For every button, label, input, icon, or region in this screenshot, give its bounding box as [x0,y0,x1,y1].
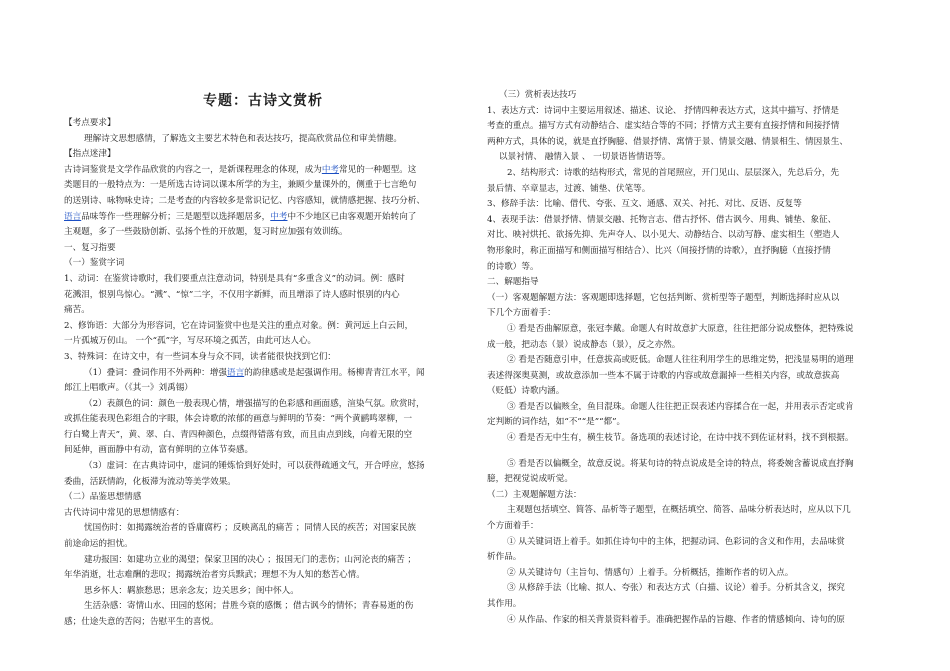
text-line [64,553,462,569]
text-run: 古代诗词中常见的思想情感有： [64,507,185,518]
text-line [487,457,887,473]
text-run: 析作品。 [487,552,522,563]
text-run: 中不少地区已由客观题开始转向了 [287,211,417,222]
text-run: ③ 看是否以偏赅全，鱼目混珠。命题人往往把正误表述内容揉合在一起，并用表示否定或肯 [507,401,854,412]
text-line [487,119,887,135]
text-line [487,228,887,244]
text-line [487,597,887,613]
text-run: 前途命运的担忧。 [64,539,133,550]
text-run: （贬低）诗歌内涵。 [487,386,565,397]
text-line [64,599,462,615]
text-run: （三）赏析表达技巧 [499,90,577,100]
text-run: 考查的重点。描写方式有动静结合、虚实结合等的不同；抒情方式主要有直接抒情和间接抒情 [487,121,840,132]
text-run: 花溅泪，恨别鸟惊心。“溅”、“惊”二字，不仅用字新鲜，而且增添了诗人感时恨别的内心 [64,289,400,300]
text-line [64,163,462,179]
text-run: 类题目的一般特点为：一是所选古诗词以课本所学的为主，兼顾少量课外的，侧重于七言绝句 [64,180,417,191]
text-run: 一、复习指要 [64,242,116,253]
text-line [487,88,887,104]
paragraph-gap [487,447,887,457]
text-line [64,459,462,475]
text-line [64,334,462,350]
text-run: 忧国伤时：如揭露统治者的昏庸腐朽 ；反映离乱的痛苦 ；同情人民的疾苦；对国家民族 [84,523,417,534]
text-run: 个方面着手： [487,521,539,532]
text-run: 痛苦。 [64,305,90,316]
text-line [64,412,462,428]
text-line [487,150,887,166]
text-line [487,291,887,307]
page-title: 专题：古诗文赏析 [203,93,323,109]
text-line [64,178,462,194]
text-run: （二）品鉴思想情感 [64,492,142,503]
text-run: （3）虚词：在古典诗词中，虚词的锤炼恰到好处时，可以获得疏通文气，开合呼应，悠扬 [84,461,425,472]
text-line [64,428,462,444]
text-run: 【考点要求】 [64,118,116,128]
text-run: （一）客观题解题方法：客观题即选择题，它包括判断、赏析型等子题型，判断选择时应从以 [487,292,840,303]
text-line [64,256,462,272]
text-line [64,366,462,382]
text-run: 的送别诗、咏物咏史诗；二是考查的内容较多是常识记忆、内容感知，就情感把握、技巧分析、 [64,195,425,206]
text-run: 以景衬情、 融情入景 、 一切景语皆情语等。 [499,152,671,163]
text-line [64,397,462,413]
text-line [487,260,887,276]
text-line [487,519,887,535]
text-run: （2）表颜色的词：颜色一般表现心情，增强描写的色彩感和画面感，渲染气氛。欣赏时， [84,398,425,409]
text-run: 建功报国：如建功立业的渴望；保家卫国的决心 ；报国无门的悲伤；山河沦丧的痛苦 ； [84,554,417,565]
text-run: 的韵律感或是起强调作用。杨柳青青江水平，闻 [244,367,425,378]
text-line [64,506,462,522]
text-run: 理解诗文思想感情，了解选文主要艺术特色和表达技巧，提高欣赏品位和审美情趣。 [84,133,402,144]
text-line [487,213,887,229]
text-line [487,472,887,488]
text-line [487,338,887,354]
text-run: 景后情、卒章显志，过渡、铺垫、伏笔等。 [487,183,651,194]
text-run: ② 从关键诗句（主旨句、情感句）上着手。分析概括，推断作者的切入点。 [507,567,794,578]
text-line [64,132,462,148]
text-line [487,550,887,566]
text-line [64,116,462,132]
text-run: 对比、映衬烘托、欲扬先抑、先声夺人、以小见大、动静结合、以动写静、虚实相生（塑造人 [487,230,840,241]
left-lines [64,116,462,631]
text-line [487,384,887,400]
text-run: ① 从关键词语上着手。如抓住诗句中的主体，把握动词、色彩词的含义和作用，去品味赏 [507,536,845,547]
text-line [487,566,887,582]
text-line [487,182,887,198]
text-run: 一片孤城万仞山。 一个“孤”字，写尽环境之孤苦，由此可达人心。 [64,336,317,347]
text-run: 下几个方面着手： [487,308,556,319]
text-run: 【指点迷津】 [64,149,116,160]
text-line [487,431,887,447]
text-run: 常见的一种题型。这 [339,164,417,175]
text-run: 感；仕途失意的苦闷；告慰平生的喜悦。 [64,617,219,627]
text-run: 1、表达方式：诗词中主要运用叙述、描述、议论、 抒情四种表达方式，这其中描写、抒情是 [487,105,839,116]
text-run: 或抓住能表现色彩组合的字眼，体会诗歌的浓郁的画意与鲜明的节奏：“两个黄鹂鸣翠柳，一 [64,414,413,425]
text-run: 的诗歌）等。 [487,261,539,272]
text-line [64,225,462,241]
text-run: 臆，把视觉说成听觉。 [487,474,573,485]
text-line [64,381,462,397]
text-line [487,135,887,151]
text-run: 成一般，把动态（景）说成静态（景），反之亦然。 [487,339,681,350]
text-run: （二）主观题解题方法： [487,489,582,500]
text-line [64,475,462,491]
text-run: 生活杂感：寄情山水、田园的悠闲；昔胜今衰的感慨 ；借古讽今的情怀；青春易逝的伤 [84,601,414,612]
text-line [64,568,462,584]
right-lines [487,88,887,628]
inline-link[interactable]: 中考 [270,211,288,222]
text-run: 其作用。 [487,599,522,609]
text-line [487,244,887,260]
text-line [487,613,887,629]
text-line [64,272,462,288]
text-run: 委曲，活跃情韵，化板滞为流动等美学效果。 [64,476,236,487]
text-line [64,584,462,600]
text-line [487,104,887,120]
text-run: 郎江上唱歌声。（《其一》刘禹锡） [64,383,193,394]
left-column [64,90,462,631]
inline-link[interactable]: 语言 [64,211,82,222]
text-run: 主观题包括填空、简答、品析等子题型，在概括填空、简答、品味分析表达时，应从以下几 [507,505,851,516]
text-run: 3、特殊词：在诗文中，有一些词本身与众不同，读者能很快找到它们： [64,351,336,362]
text-run: ③ 从修辞手法（比喻、拟人、夸张）和表达方式（白描、议论）着手。分析其含义，探究 [507,583,845,594]
text-run: ⑤ 看是否以偏概全，故意反说。将某句诗的特点说成是全诗的特点，将委婉含蓄说成直抒胸 [507,458,854,469]
text-run: （1）叠词：叠词作用不外两种：增强 [84,367,227,378]
text-line [487,535,887,551]
text-line [64,615,462,631]
text-run: ① 看是否曲解原意，张冠李戴。命题人有时故意扩大原意，往往把部分说成整体，把特殊说 [507,323,854,334]
text-run: 定判断的词作结，如“不”“是”“都”。 [487,417,626,428]
text-line [487,503,887,519]
text-line [487,415,887,431]
text-line [64,241,462,257]
text-run: 主观题，多了一些鼓励创新、弘扬个性的开放题，复习时应加强有效训练。 [64,227,348,238]
text-line [64,350,462,366]
text-line [487,322,887,338]
text-run: 1、动词：在鉴赏诗歌时，我们要重点注意动词，特别是具有“多重含义”的动词。例：感时 [64,273,405,284]
text-line [487,369,887,385]
text-line [64,303,462,319]
text-line [487,400,887,416]
text-line [64,210,462,226]
inline-link[interactable]: 中考 [321,164,340,175]
right-column [487,88,887,628]
text-run: 古诗词鉴赏是文学作品欣赏的内容之一，是新课程理念的体现，成为 [64,164,322,175]
text-run: ② 看是否随意引申，任意拔高或贬低。命题人往往利用学生的思维定势，把浅显易明的道理 [507,355,854,366]
text-line [487,306,887,322]
text-run: 行白鹭上青天”，黄、翠、白、青四种颜色，点缀得错落有致，而且由点到线，向着无限的空 [64,429,413,440]
text-line [64,194,462,210]
text-line [64,443,462,459]
text-line [487,197,887,213]
text-line [64,490,462,506]
text-run: 2、结构形式：诗歌的结构形式，常见的首尾照应，开门见山、层层深入，先总后分，先 [507,167,840,178]
text-run: 4、表现手法：借景抒情、情景交融、托物言志、借古抒怀、借古讽今、用典、铺垫、象征、 [487,214,837,225]
text-run: 思乡怀人：羁旅愁思；思亲念友；边关思乡；闺中怀人。 [84,585,299,596]
text-run: 3、修辞手法：比喻、借代、夸张、互文、通感、双关、衬托、对比、反语、反复等 [487,199,802,210]
text-run: 二、解题指导 [487,277,539,288]
text-run: 两种方式，具体的说，就是直抒胸臆、借景抒情、寓情于景、情景交融、情景相生、情因景生、 [487,136,848,147]
text-line [64,521,462,537]
text-line [64,288,462,304]
text-line [487,166,887,182]
text-run: 物形象时，称正面描写和侧面描写相结合）、比兴（间接抒情的诗歌），直抒胸臆（直接抒情 [487,245,831,256]
text-run: 2、修饰语：大部分为形容词，它在诗词鉴赏中也是关注的重点对象。例：黄河远上白云间， [64,320,414,331]
text-run: 年华消逝，壮志难酬的悲叹；揭露统治者穷兵黩武；理想不为人知的愁苦心情。 [64,570,365,581]
text-run: ④ 看是否无中生有，横生枝节。备选项的表述讨论，在诗中找不到佐证材料，找不到根据。 [507,433,854,444]
text-run: 品味等作一些理解分析；三是题型以选择题居多， [81,211,271,222]
text-line [64,319,462,335]
text-line [64,147,462,163]
text-line [64,537,462,553]
inline-link[interactable]: 语言 [226,367,245,378]
text-line [487,275,887,291]
text-line [487,353,887,369]
text-run: 间延伸，画面静中有动，富有鲜明的立体节奏感。 [64,445,254,456]
text-run: 表述得深奥莫测，或故意添加一些本不属于诗歌的内容或故意漏掉一些相关内容，或故意拔高 [487,370,840,381]
text-run: （一）鉴赏字词 [64,258,125,269]
text-run: ④ 从作品、作家的相关背景资料着手。准确把握作品的旨趣、作者的情感倾向、诗句的原 [507,614,845,625]
text-line [487,488,887,504]
text-line [487,581,887,597]
